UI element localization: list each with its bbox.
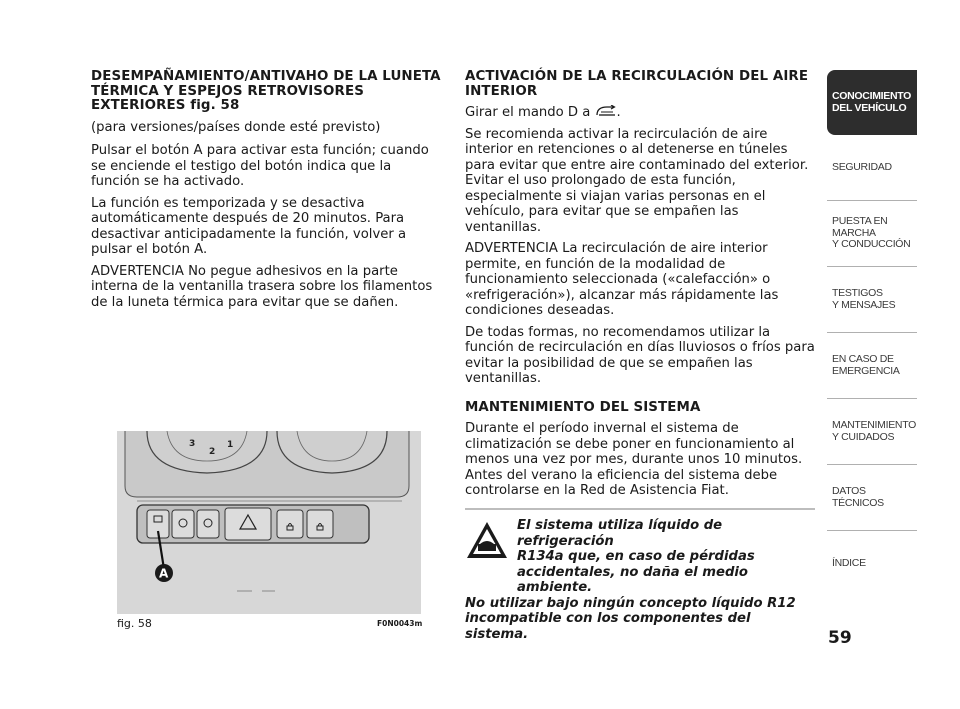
warning-line: accidentales, no daña el medio ambiente. (517, 564, 748, 595)
warning-line: No utilizar bajo ningún concepto líquido R12 incompatible con los componentes del sistema. (465, 595, 796, 642)
dial-number: 2 (209, 447, 216, 457)
warning-line: R134a que, en caso de pérdidas (517, 549, 755, 564)
section-heading-recirculation: ACTIVACIÓN DE LA RECIRCULACIÓN DEL AIRE INTERIOR (465, 69, 809, 99)
warning-divider (465, 508, 815, 510)
paragraph: Se recomienda activar la recirculación de aire interior en retenciones o al detenerse en túneles para evitar que entre aire contaminado del exterior. Evitar el uso prolongado de esta función, especialmente si viajan varias personas en el vehículo, para evitar que se empañen las ventanillas. (465, 126, 809, 235)
right-column (465, 70, 817, 505)
paragraph-text: . (616, 105, 621, 120)
tab-mantenimiento[interactable] (827, 399, 917, 465)
figure-caption: fig. 58 (117, 617, 152, 630)
paragraph-text: Girar el mando D a (465, 105, 591, 120)
tab-conocimiento[interactable] (827, 70, 917, 135)
tab-label: EN CASO DE EMERGENCIA (832, 353, 900, 377)
paragraph: Pulsar el botón A para activar esta función; cuando se enciende el testigo del botón indica que la función se ha activado. (91, 143, 429, 189)
tab-label: DATOS TÉCNICOS (832, 485, 884, 509)
maintenance-section (465, 401, 817, 499)
section-heading-defrost: DESEMPAÑAMIENTO/ANTIVAHO DE LA LUNETA TÉRMICA Y ESPEJOS RETROVISORES EXTERIORES fig. 58 (91, 69, 441, 113)
tab-label: PUESTA EN MARCHA Y CONDUCCIÓN (832, 215, 911, 251)
tab-seguridad[interactable] (827, 135, 917, 201)
paragraph: De todas formas, no recomendamos utilizar la función de recirculación en días lluviosos o fríos para evitar la posibilidad de que se empañen las ventanillas. (465, 324, 815, 386)
page-number: 59 (828, 628, 852, 648)
recirculation-icon (595, 105, 617, 117)
paragraph: La función es temporizada y se desactiva automáticamente después de 20 minutos. Para desactivar anticipadamente la función, volver a pulsar el botón A. (91, 195, 407, 257)
callout-a: A (159, 566, 169, 581)
tab-label: MANTENIMIENTO Y CUIDADOS (832, 419, 916, 443)
tab-label: CONOCIMIENTO DEL VEHÍCULO (832, 90, 912, 114)
section-subheading: (para versiones/países donde esté previsto) (91, 119, 381, 135)
tab-label: SEGURIDAD (832, 160, 892, 173)
dial-number: 1 (227, 440, 234, 450)
dial-number: 3 (189, 439, 196, 449)
section-heading-maintenance: MANTENIMIENTO DEL SISTEMA (465, 399, 701, 415)
tab-label: ÍNDICE (832, 557, 866, 570)
tab-emergencia[interactable] (827, 333, 917, 399)
warning-line: El sistema utiliza líquido de refrigeración (517, 518, 723, 549)
paragraph: Durante el período invernal el sistema de climatización se debe poner en funcionamiento al menos una vez por mes, durante unos 10 minutos. Antes del verano la eficiencia del sistema debe controlarse en la Red de Asistencia Fiat. (465, 421, 803, 498)
paragraph (465, 105, 817, 121)
tab-label: TESTIGOS Y MENSAJES (832, 287, 896, 311)
left-column (91, 70, 441, 316)
figure-code: F0N0043m (377, 619, 423, 628)
chapter-tabs (827, 70, 917, 597)
paragraph: ADVERTENCIA No pegue adhesivos en la parte interna de la ventanilla trasera sobre los filamentos de la luneta térmica para evitar que se dañen. (91, 263, 433, 310)
tab-testigos[interactable] (827, 267, 917, 333)
paragraph: ADVERTENCIA La recirculación de aire interior permite, en función de la modalidad de funcionamiento seleccionada («calefacción» o «refrigeración»), alcanzar más rápidamente las condiciones deseadas. (465, 241, 779, 318)
dashboard-illustration (117, 431, 421, 614)
tab-puesta-en-marcha[interactable] (827, 201, 917, 267)
tab-datos-tecnicos[interactable] (827, 465, 917, 531)
warning-text (465, 518, 815, 642)
tab-indice[interactable] (827, 531, 917, 597)
figure-58 (117, 431, 421, 614)
